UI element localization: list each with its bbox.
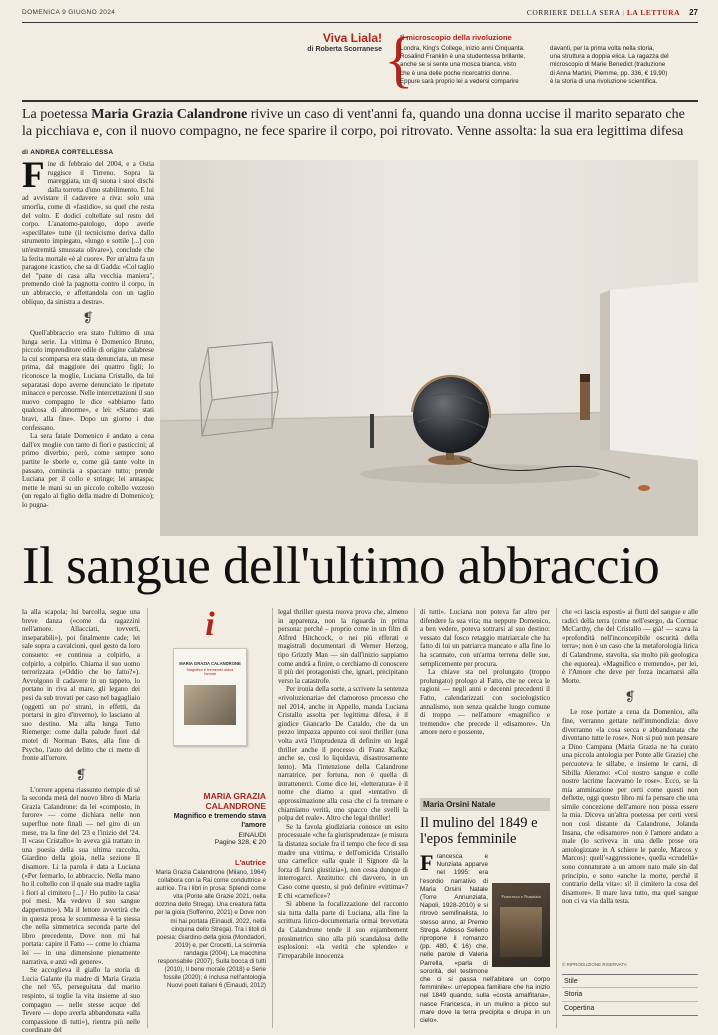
- column-title: Viva Liala!: [322, 31, 382, 45]
- page-number: 27: [689, 8, 698, 17]
- book-author: MARIA GRAZIA CALANDRONE: [203, 791, 266, 811]
- sidebar-line: Londra, King's College, inizio anni Cinquanta.: [400, 45, 525, 52]
- section-ornament: ❡: [75, 766, 87, 782]
- body-paragraph: Si abbene la focalizzazione del racconto sia tutta dalla parte di Luciana, alla fine la scrittura lirico-documentaria ormai brevettata da Calandrone tende il suo enjambement prosimetrico sino alla più scandalosa delle esplosioni: «la verità che splende» e l'irreparabile innocenza: [278, 900, 408, 960]
- intro-paragraph-2: Quell'abbraccio era stato l'ultimo di una lunga serie. La vittima è Domenico Bruno, piccolo imprenditore edile di origine calabrese la cui scomparsa era stata denunciata, un mese prima, dal maggiore dei quattro figli; lo riconosce la moglie, Luciana Cristallo, da lui separatasi dopo averne denunciato le ripetute minacce e percosse. Nelle intercettazioni il suo nuovo compagno le dice «abbiamo fatto qualcosa di abnorme», e lei: «Siamo stati bravi, alla fine». Dopo un giorno i due confessano.: [22, 329, 154, 432]
- body-column-5: [562, 608, 698, 918]
- sidebar-line: una struttura a doppia elica. La ragazza del: [550, 53, 669, 61]
- body-paragraph: La chiave sta nel prolungato (troppo prolungato) prologo al Fatto, che ne cerca le ragioni — negli anni e decenni precedenti il Fatto, calendarizzati con sociologistico annalismo, non senza qualche luogo comune di troppo — nell'amore «magnifico e tremendo» che precede il «disamore». Un amore nero e possente,: [420, 668, 550, 737]
- rating-table: [562, 974, 698, 1026]
- sidebar-text-col2: [550, 45, 696, 86]
- column-byline: di Roberta Scorranese: [307, 46, 382, 53]
- author-bio: Maria Grazia Calandrone (Milano, 1964) collabora con la Rai come conduttrice e autrice. Tra i libri in prosa: Splendi come vita (Ponte alle Grazie 2021, nella dozzina dello Strega). Una creatura fatta per la gioia (Sofferino, 2021) e Dove non mi hai portata (Einaudi, 2022, nella cinquina dello Strega). Tra i titoli di poesia: Giardino della gioia (Mondadori, 2019) e, per Crocetti, La scimmia randagia (2004), La macchina responsabile (2007), Sulla bocca di tutti (2010), Il bene morale (2018) e Serie fossile (2020); è inclusa nell'antologia Nuovi poeti italiani 6 (Einaudi, 2012): [154, 869, 266, 990]
- headline: Il sangue dell'ultimo abbraccio: [22, 537, 660, 595]
- sidebar-line: Rosalind Franklin è una studentessa brillante,: [400, 53, 526, 61]
- author-bio-heading: L'autrice: [235, 858, 266, 867]
- body-column-4: [420, 608, 550, 798]
- dropcap: F: [22, 155, 45, 196]
- secondary-cover-title: Francesca e Nunziata: [501, 894, 541, 899]
- intro-paragraph-1: ine di febbraio del 2004, e a Ostia ruggisce il Tirreno. Sopra la mareggiata, un dj suona i suoi dischi dalla torretta d'uno stabilimento. E lui ad avvistare il cadavere a riva: solo una smorfia, come di «fastidio», su quel che resta del volto. E dodici coltellate sul resto del corpo. L'anatomo-patologo, dopo averle «specillate» tutte (il tecnicismo deriva dallo strumento impiegato, «lungo e sottile [...] con un'estremità smussata olivare»), conclude che la ferita mortale «è al cuore». Per un'altra fa un paragone icastico, che sa di Gadda: «Col taglio del "pane di casa alla vecchia maniera", premendo cioè la pagnotta contro il corpo, in un abbraccio, e affettandola con un taglio obliquo, da sinistra a destra».: [22, 160, 154, 306]
- article-photo: [160, 160, 698, 536]
- section-name: LA LETTURA: [626, 8, 680, 17]
- book-publisher: EINAUDI: [238, 832, 266, 839]
- secondary-book-cover: [492, 883, 550, 967]
- gallery-installation-image: [160, 160, 698, 536]
- book-infobox: [154, 608, 266, 1028]
- sidebar-line: Eppure sarà proprio lei a vedersi comparire: [400, 77, 519, 85]
- book-cover-image: [184, 685, 236, 725]
- brace-ornament: {: [384, 26, 414, 94]
- body-column-3: [278, 608, 408, 1028]
- sidebar-line: di Anna Martini, Piemme, pp. 336, € 19,90): [550, 69, 668, 77]
- intro-column: [22, 155, 154, 532]
- book-title: Magnifico e tremendo stava l'amore: [173, 813, 266, 829]
- rating-row: [562, 1002, 698, 1016]
- body-paragraph: Le rose portate a cena da Domenico, alla fine, verranno gettate nell'immondizia: dove diverranno «la cosa secca e abbandonata che diventano tutte le rose». Non si può non pensare a Dino Campana (Maria Grazia ne ha curato una piccola antologia per Ponte alle Grazie) che percuoteva le sillabe, e insieme le carni, di Sibilla Aleramo: «Col nostro sangue e colle nostre lacrime facevamo le rose». Ecco, se la mia ammirazione per certi come questi non deflette, oggi questo libro mi fa pensare che una simile concezione dell'amore non possa essere la mia. Diceva un'altra poetessa per certi versi non così distante da Calandrone, Jolanda Insana, che «disamore» non è l'amore andato a male (lo scriveva in una delle prose ora antologizzate in A schiere le parole, Marcos y Marcos): quell'«aggressione», quella «crudeltà» sono connaturate a un amore nato male sin dal principio, e sono «anche la morte, perché il contrario della vita»: sì! il cimitero la cosa del disamore». Il mare lava tutto, ma quel sangue non ci va via dalla testa.: [562, 708, 698, 906]
- book-cover: [173, 648, 247, 746]
- section-ornament: ❡: [82, 310, 94, 326]
- byline: di ANDREA CORTELLESSA: [22, 149, 114, 156]
- copyright-caption: © RIPRODUZIONE RISERVATA: [562, 962, 627, 967]
- secondary-cover-image: [500, 907, 542, 957]
- kicker: [22, 106, 698, 140]
- sidebar-line: davanti, per la prima volta nella storia,: [550, 45, 655, 52]
- masthead-brand: CORRIERE DELLA SERA | LA LETTURA: [526, 8, 680, 17]
- secondary-headline: Il mulino del 1849 e l'epos femminile: [420, 815, 538, 847]
- book-pages-price: Pagine 328, € 20: [214, 839, 266, 846]
- sidebar-line: anche se si sente una mosca bianca, visto: [400, 61, 517, 69]
- body-paragraph: legal thriller questa nuova prova che, almeno in apparenza, non la riguarda in prima persona: perché – proprio come in un film di Alfred Hitchcock, o nei più efferati e magistrali documentari di Werner Herzog, tipo Grizzly Man — sin dall'inizio sappiamo come andrà a finire, o cerchiamo di conoscere il più dei protagonisti che, ignari, precipitano verso la catastrofe.: [278, 608, 408, 685]
- masthead: [22, 8, 698, 20]
- intro-paragraph-3: La sera fatale Domenico è andato a cena dall'ex moglie con tanto di fiori e pasticcini; al primo diverbio, però, come sempre sono partite le sberle e, come già tante volte in passato, comincia a spaccare tutto; prende Luciana per il collo e stringe; lei annaspa; mette le mani su un piccolo coltello vezzoso (un regalo al figlio della madre di Domenico); lo pugna-: [22, 432, 154, 509]
- issue-date: DOMENICA 9 GIUGNO 2024: [22, 9, 116, 16]
- body-paragraph: Se la favola giudiziaria conosce un esito processuale «che fa giurisprudenza» (e misura la distanza sociale fra il tempo che fece di sua madre una vittima, e dell'omicida Cristallo una carnefice «alla quale il Signore dà la forza di farsi giustizia»), non cessa dunque di interrogarci. Anzitutto: chi davvero, in un Caso come questo, si può definire «vittima»? E chi «carnefice»?: [278, 822, 408, 900]
- sidebar-line: microscopio di Marie Benedict (traduzione: [550, 61, 666, 69]
- body-paragraph: la alla scapola; lui barcolla, segue una breve danza («come da ragazzini nell'amore. Allacciati, tovvertì, inseparabili»), poi finalmente cade; lei sale sopra a cavalcioni, quel gesto da loro consueto: «e continua a colpirlo, a colpirlo, a colpirlo. Chiama il suo uomo terrorizzata («Oddio che ho fatto?»). Avvolgono il cadavere in un tappeto, lo portano in riva al mare, gli legano dei pesi da sub trovati per caso nel bagagliaio (oggetti un po' strani, in effetti, da portarsi in giro d'inverno), lo lasciano al suo destino. Ma alla lunga Tutto Riemerge: come dalla palude fuori dal motel di Norman Bates, alla fine di Psycho, l'auto del delitto che ci mette di fronte all'orrore.: [22, 608, 140, 763]
- body-paragraph: che «ci lascia esposti» ai flutti del sangue e alle radici della terra (come nell'esergo, da Cormac McCarthy, che del Cristallo — già! — scava la «profondità nell'inconcepibile oscurità della terra»; non è un caso che la metaforologia lirica di Calandrone, stavolta, sia molto più geologica che equorea). «Magnifico e tremendo», per lei, è l'Amore che deve per forza incarnarsi alla Morte.: [562, 608, 698, 685]
- rating-row: [562, 988, 698, 1002]
- body-paragraph: Se accoglieva il giallo la storia di Lucia Galante (la madre di Maria Grazia che nel '65, perseguitata dal marito respinto, si toglie la vita insieme al suo compagno — nelle stesse acque del Tevere — dopo averla abbandonata «alla compassione di tutti»), rientra più nelle coordinate del: [22, 966, 140, 1035]
- secondary-dropcap: F: [420, 850, 434, 875]
- rating-label: Stile: [564, 978, 578, 985]
- body-paragraph: di tutti». Luciana non poteva far altro per difendere la sua vita; ma neppure Domenico, a ben vedere, poteva sottrarsi al suo destino: vessato dal fosco retaggio matriarcale che ha fatto di lui un patriarca mancato e alla fine lo ha scannato, con un'arma terrena delle sue, semplicemente per procura.: [420, 608, 550, 668]
- sidebar-line: è la storia di una rivoluzione scientifica.: [550, 77, 658, 85]
- book-cover-title: Magnifico e tremendo stava l'amore: [186, 668, 234, 676]
- sidebar-text-col1: [400, 45, 545, 86]
- sidebar-line: che è una delle poche ricercatrici donne.: [400, 69, 512, 77]
- section-ornament: ❡: [624, 689, 636, 705]
- body-column-1: [22, 608, 140, 1035]
- rating-row: [562, 974, 698, 988]
- secondary-paragraph: rancesca e Nunziata apparve nel 1995: era l'esordio narrativo di Maria Orsini Natale (Torre Annunziata, Napoli, 1928-2010) e si ritrovò semifinalista, lo stesso anno, al Premio Strega. Adesso Sellerio ripropone il romanzo (pp. 480, € 16) che, nelle parole di Valeria Parrella, «parla di sororità, del testimone che ci si passa nell'abitare un corpo femminile»: un'epopea familiare che ha inizio nel 1849 quando, sulla «costa amalfitana», nasce Francesca, in un mulino a picco sul mare dove la terra precipita e dirupa in un cielo».: [420, 853, 550, 1025]
- kicker-author: Maria Grazia Calandrone: [91, 107, 248, 122]
- rating-label: Copertina: [564, 1005, 595, 1012]
- sidebar-box: [400, 33, 696, 97]
- kicker-text: rivive un caso di vent'anni fa, quando una donna uccise il marito separato che la picchiava e, con il nuovo compagno, ne fece sparire il corpo, poi ritrovato. Venne assolta: la sua era legittima difesa: [22, 107, 685, 139]
- book-cover-author: MARIA GRAZIA CALANDRONE: [179, 661, 241, 666]
- body-paragraph: L'orrore appena riassunto riempie di sé la seconda metà del nuovo libro di Maria Grazia Calandrone: da lei «composto, in furore» — come dichiara nelle non superflue note finali — nel giro di un mese, tra la fine del '23 e l'inizio del '24. Il «caso Cristallo» lo aveva già trattato in una poesia della sua ultima raccolta, Giardino della gioia, nella sezione Il disamore. Li la parola è data a Luciana («Per fermarlo, lo abbraccio. Nella mano ho il coltello con il quale sua madre taglia i fiori al cimitero [...] / Ho pulito la casa/ poi mesi. Ma vedevo il suo sangue dappertutto»). Ma il lettore avvertirà che in questa prosa le scommessa è la stessa che nella simmetrica seconda parte del libro precedente, Dove non mi hai portata: capire il Fatto — come lo chiama lei — in una dimensione pienamente narrativa, e anzi «di genere».: [22, 785, 140, 966]
- body-paragraph: Per ironia della sorte, a scrivere la sentenza «rivoluzionaria» del clamoroso processo che nel 2014, anche in Appello, manda Luciana Cristallo assolta per legittima difesa, è il giudice Giancarlo De Cataldo, che da un pezzo impazza appunto coi suoi thriller (una volta avrà l'imprudenza di definire un legal thriller anche il processo di Franz Kafka; anche se, così lo liquidava, disastrosamente lento). Ma l'intenzione della Calandrone narratrice, per fortuna, non è quella di intrattenerci. Come dice lei, «letteratura» è il nome che diamo a quel «tentativo di approssimazione alla cosa che ci fa tremare e chiamiamo verità, uno spacco che svelli la polpa del reale». Altro che legal thriller!: [278, 685, 408, 823]
- column-box: [258, 31, 382, 83]
- secondary-article: [420, 798, 550, 1028]
- info-icon: i: [205, 606, 215, 643]
- secondary-kicker: Maria Orsini Natale: [420, 798, 550, 811]
- paper-name: CORRIERE DELLA SERA: [526, 8, 621, 17]
- rating-label: Storia: [564, 991, 583, 998]
- kicker-lead: La poetessa: [22, 107, 92, 122]
- secondary-text: [420, 850, 550, 1025]
- sidebar-title: Il microscopio della rivoluzione: [400, 33, 512, 42]
